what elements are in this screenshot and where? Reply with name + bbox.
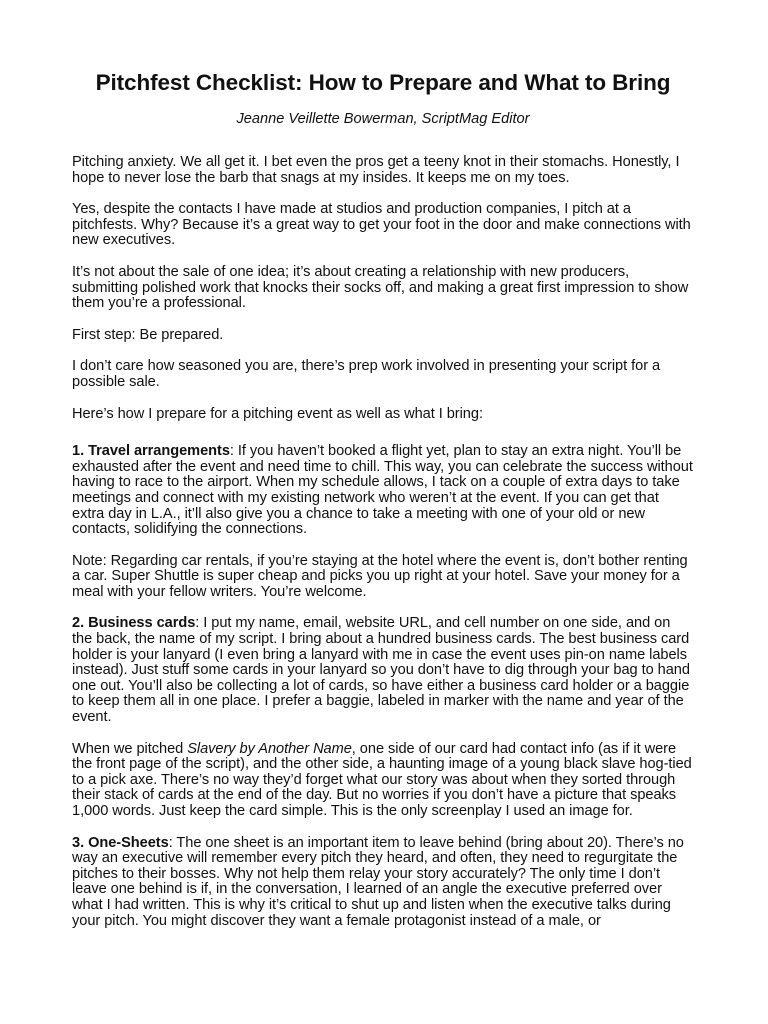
intro-paragraph-6: Here’s how I prepare for a pitching event as well as what I bring: [72, 405, 483, 422]
paragraph-text: When we pitched [72, 740, 188, 757]
intro-paragraph-3: It’s not about the sale of one idea; it’s about creating a relationship with new producers, submitting polished work that knocks their socks off, and making a great first impression to show them you’re a professional. [72, 263, 689, 312]
intro-paragraph-4: First step: Be prepared. [72, 326, 224, 343]
checklist-item-heading: 1. Travel arrangements [72, 443, 230, 460]
intro-paragraph-2: Yes, despite the contacts I have made at studios and production companies, I pitch at a pitchfests. Why? Because it’s a great way to get your foot in the door and make connections with new executives. [72, 201, 691, 249]
checklist-item-body: : The one sheet is an important item to leave behind (bring about 20). There’s no way an executive will remember every pitch they heard, and often, they need to regurgitate the pitches to their bosses. Why not help them relay your story accurately? The only time I don’t leave one behind is if, in the conversation, I learned of an angle the executive preferred over what I had written. This is why it’s critical to shut up and listen when the executive talks during your pitch. You might discover they want a female protagonist instead of a male, or [72, 834, 684, 929]
document-title: Pitchfest Checklist: How to Prepare and What to Bring [95, 70, 671, 95]
checklist-item-body: : If you haven’t booked a flight yet, plan to stay an extra night. You’ll be exhausted after the event and need time to chill. This way, you can celebrate the success without having to race to the airport. When my schedule allows, I tack on a couple of extra days to take meetings and connect with my existing network who weren’t at the event. If you can get that extra day in L.A., it’ll also give you a chance to take a meeting with one of your old or new contacts, solidifying the connections. [72, 443, 693, 538]
intro-paragraph-5: I don’t care how seasoned you are, there’s prep work involved in presenting your script for a possible sale. [72, 358, 661, 390]
checklist-item-heading: 3. One-Sheets [72, 834, 169, 851]
checklist-item-one-sheets [72, 836, 694, 930]
intro-paragraph-1: Pitching anxiety. We all get it. I bet even the pros get a teeny knot in their stomachs. Honestly, I hope to never lose the barb that snags at my insides. It keeps me on my toes. [72, 154, 680, 186]
car-rental-note: Note: Regarding car rentals, if you’re staying at the hotel where the event is, don’t bother renting a car. Super Shuttle is super cheap and picks you up right at your hotel. Save your money for a meal with your fellow writers. You’re welcome. [72, 552, 688, 600]
checklist-item-heading: 2. Business cards [72, 615, 196, 632]
slavery-card-paragraph [72, 742, 694, 820]
script-title: Slavery by Another Name [187, 740, 352, 757]
checklist-item-body: : I put my name, email, website URL, and cell number on one side, and on the back, the name of my script. I bring about a hundred business cards. The best business card holder is your lanyard (I even bring a lanyard with me in case the event uses pin-on name labels instead). Just stuff some cards in your lanyard so you don’t have to dig through your bag to hand one out. You’ll also be collecting a lot of cards, so have either a business card holder or a baggie to keep them all in one place. I prefer a baggie, labeled in marker with the name and year of the event. [72, 615, 690, 726]
document-page [72, 68, 694, 929]
checklist-item-business-cards [72, 616, 694, 725]
document-byline: Jeanne Veillette Bowerman, ScriptMag Editor [236, 111, 530, 127]
checklist-item-travel [72, 444, 694, 538]
paragraph-text: , one side of our card had contact info (as if it were the front page of the script), and the other side, a haunting image of a young black slave hog-tied to a pick axe. There’s no way they’d forget what our story was about when they sorted through their stack of cards at the end of the day. But no worries if you don’t have a picture that speaks 1,000 words. Just keep the card simple. This is the only screenplay I used an image for. [72, 740, 692, 819]
